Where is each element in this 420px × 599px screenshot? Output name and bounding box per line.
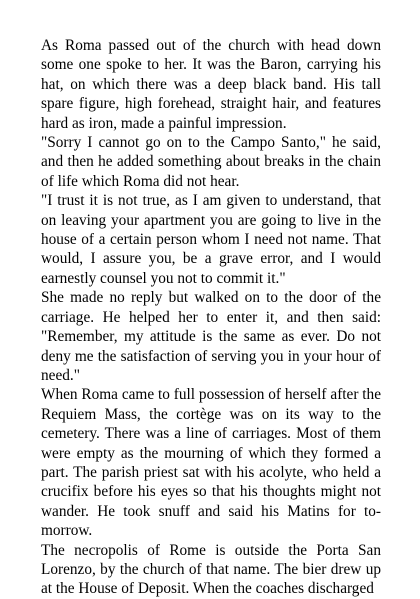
paragraph-necropolis: The necropolis of Rome is outside the Porta San Lorenzo, by the church of that name. The bier drew up at the House of Deposit. When the coaches discharged [41, 541, 381, 598]
paragraph-campo-santo: "Sorry I cannot go on to the Campo Santo," he said, and then he added something about breaks in the chain of life which Roma did not hear. [41, 134, 381, 190]
paragraph-warning: "I trust it is not true, as I am given to understand, that on leaving your apartment you are going to live in the house of a certain person whom I need not name. That would, I assure you, be a grave error, and I would earnestly counsel you not to commit it." [41, 192, 381, 287]
paragraph-baron-encounter: As Roma passed out of the church with head down some one spoke to her. It was the Baron, carrying his hat, on which there was a deep black band. His tall spare figure, high forehead, straight hair, and features hard as iron, made a painful impression. [41, 37, 381, 132]
paragraph-cortege: When Roma came to full possession of herself after the Requiem Mass, the cortège was on its way to the cemetery. There was a line of carriages. Most of them were empty as the mourning of which they formed a part. The parish priest sat with his acolyte, who held a crucifix before his eyes so that his thoughts might not wander. He took snuff and said his Matins for to-morrow. [41, 386, 381, 540]
document-page [41, 36, 381, 599]
paragraph-carriage: She made no reply but walked on to the door of the carriage. He helped her to enter it, and then said: "Remember, my attitude is the same as ever. Do not deny me the satisfaction of serving you in your hour of need." [41, 289, 381, 384]
